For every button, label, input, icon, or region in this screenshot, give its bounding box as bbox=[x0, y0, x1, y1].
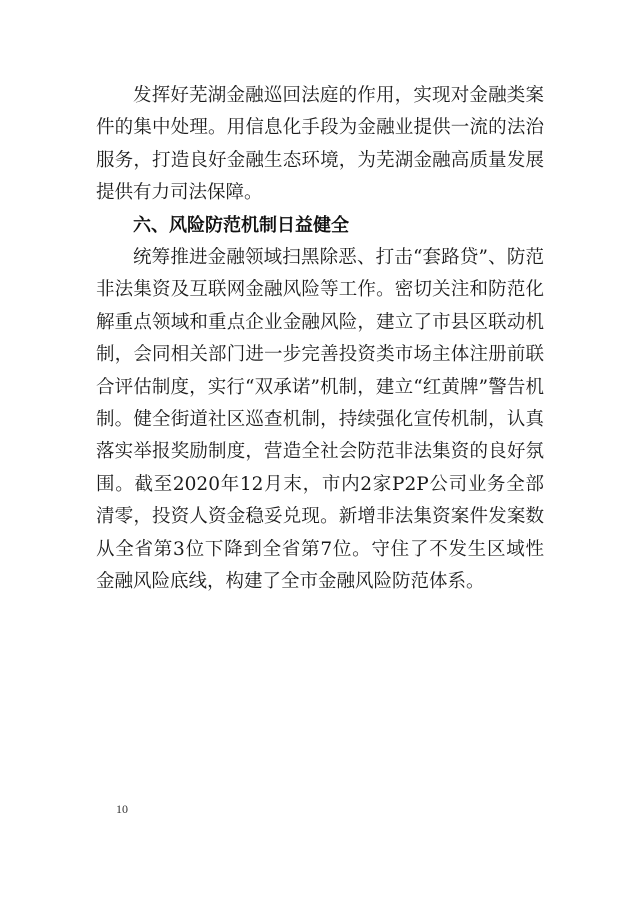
paragraph-risk-prevention: 统筹推进金融领域扫黑除恶、打击“套路贷”、防范非法集资及互联网金融风险等工作。密切关注和防范化解重点领域和重点企业金融风险，建立了市县区联动机制，会同相关部门进一步完善投资类市场主体注册前联合评估制度，实行“双承诺”机制，建立“红黄牌”警告机制。健全街道社区巡查机制，持续强化宣传机制，认真落实举报奖励制度，营造全社会防范非法集资的良好氛围。截至2020年12月末，市内2家P2P公司业务全部清零，投资人资金稳妥兑现。新增非法集资案件发案数从全省第3位下降到全省第7位。守住了不发生区域性金融风险底线，构建了全市金融风险防范体系。 bbox=[96, 247, 544, 593]
page-number: 10 bbox=[116, 802, 128, 816]
paragraph-court-services: 发挥好芜湖金融巡回法庭的作用，实现对金融类案件的集中处理。用信息化手段为金融业提供一流的法治服务，打造良好金融生态环境，为芜湖金融高质量发展提供有力司法保障。 bbox=[96, 85, 544, 204]
section-heading-risk-prevention: 六、风险防范机制日益健全 bbox=[133, 214, 349, 236]
document-body bbox=[96, 80, 544, 599]
